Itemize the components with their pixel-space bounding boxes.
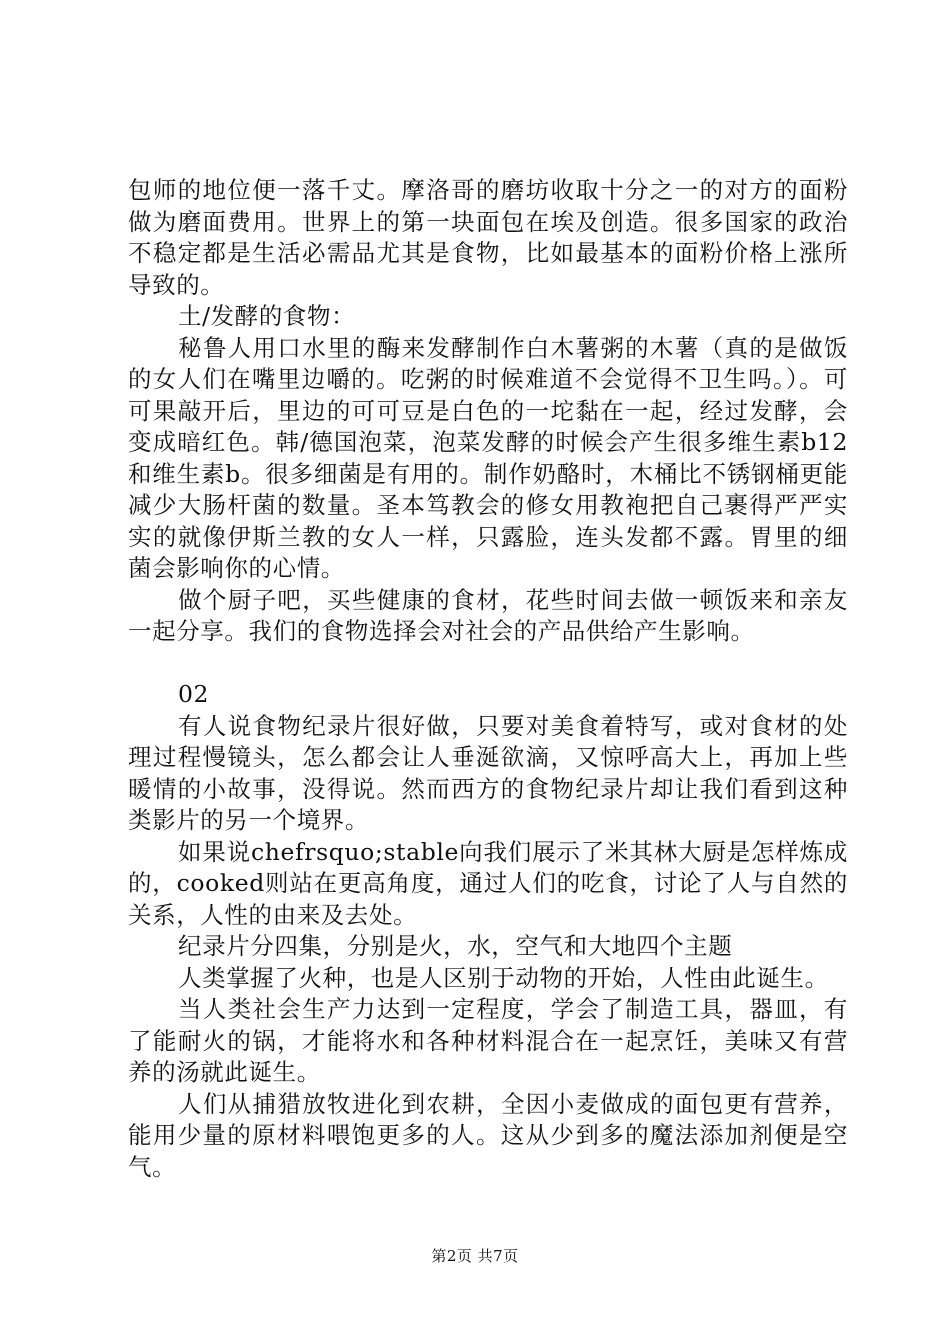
paragraph-four-episodes: 纪录片分四集，分别是火，水，空气和大地四个主题 (178, 932, 733, 960)
paragraph-chefs-table: 如果说chefrsquo;stable向我们展示了米其林大厨是怎样炼成的，cooked则站在更高角度，通过人们的吃食，讨论了人与自然的关系，人性的由来及去处。 (128, 837, 848, 929)
paragraph-air: 人们从捕猎放牧进化到农耕，全因小麦做成的面包更有营养，能用少量的原材料喂饱更多的人。这从少到多的魔法添加剂便是空气。 (128, 1089, 848, 1181)
paragraph-fermentation: 秘鲁人用口水里的酶来发酵制作白木薯粥的木薯（真的是做饭的女人们在嘴里边嚼的。吃粥的时候难道不会觉得不卫生吗。）。可可果敲开后，里边的可可豆是白色的一坨黏在一起，经过发酵，会变成暗红色。韩/德国泡菜，泡菜发酵的时候会产生很多维生素b12和维生素b。很多细菌是有用的。制作奶酪时，木桶比不锈钢桶更能减少大肠杆菌的数量。圣本笃教会的修女用教袍把自己裹得严严实实的就像伊斯兰教的女人一样，只露脸，连头发都不露。胃里的细菌会影响你的心情。 (128, 333, 848, 582)
paragraph-be-a-cook: 做个厨子吧，买些健康的食材，花些时间去做一顿饭来和亲友一起分享。我们的食物选择会对社会的产品供给产生影响。 (128, 585, 848, 645)
paragraph-bread-history: 包师的地位便一落千丈。摩洛哥的磨坊收取十分之一的对方的面粉做为磨面费用。世界上的第一块面包在埃及创造。很多国家的政治不稳定都是生活必需品尤其是食物，比如最基本的面粉价格上涨所导致的。 (128, 176, 848, 299)
section-heading-fermented-food: 土/发酵的食物： (178, 302, 356, 330)
section-number: 02 (178, 680, 210, 708)
paragraph-fire: 人类掌握了火种，也是人区别于动物的开始，人性由此诞生。 (178, 963, 829, 992)
paragraph-documentary-intro: 有人说食物纪录片很好做，只要对美食着特写，或对食材的处理过程慢镜头，怎么都会让人垂涎欲滴，又惊呼高大上，再加上些暖情的小故事，没得说。然而西方的食物纪录片却让我们看到这种类影片的另一个境界。 (128, 711, 848, 834)
document-body (128, 175, 848, 1183)
paragraph-water: 当人类社会生产力达到一定程度，学会了制造工具，器皿，有了能耐火的锅，才能将水和各种材料混合在一起烹饪，美味又有营养的汤就此诞生。 (128, 995, 848, 1086)
page-footer: 第2页 共7页 (431, 1247, 519, 1265)
paragraph-gap (128, 648, 848, 680)
